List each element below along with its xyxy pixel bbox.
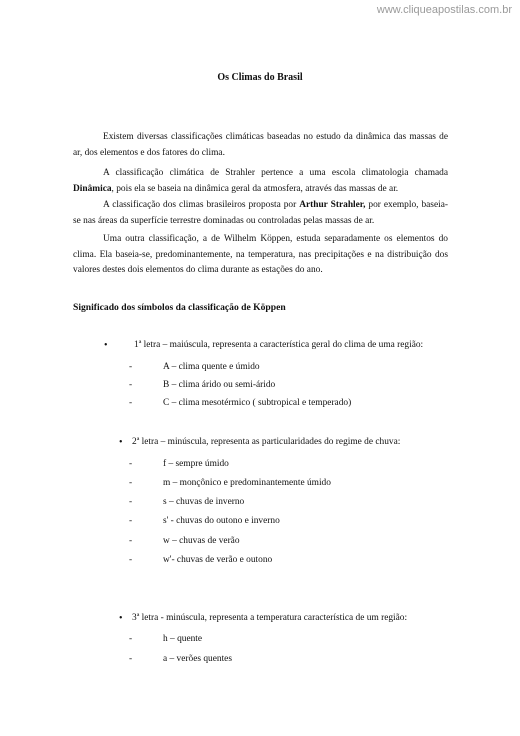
dash-icon: - [129, 497, 133, 507]
list-item-text: m – monçônico e predominantemente úmido [163, 478, 331, 488]
paragraph-3-bold: Arthur Strahler, [299, 200, 366, 210]
dash-icon: - [129, 398, 133, 408]
list-item-text: w – chuvas de verão [163, 536, 240, 546]
dash-icon: - [129, 555, 133, 565]
bullet-icon: • [119, 613, 123, 624]
dash-icon: - [129, 634, 133, 644]
bullet-icon: • [119, 437, 123, 448]
paragraph-4-text: Uma outra classificação, a de Wilhelm Köppen, estuda separadamente os elementos do clima. Ela baseia-se, predominantemente, na temperatura, nas precipitações e na distribuição dos valores destes dois elementos do clima durante as estações do ano. [73, 234, 448, 275]
dash-icon: - [129, 536, 133, 546]
paragraph-4 [73, 232, 448, 279]
list-item-text: s – chuvas de inverno [163, 497, 245, 507]
list-item-text: h – quente [163, 634, 203, 644]
list-item-text: w'- chuvas de verão e outono [163, 555, 273, 565]
paragraph-2 [73, 166, 448, 197]
dash-icon: - [129, 478, 133, 488]
paragraph-1-text: Existem diversas classificações climáticas baseadas no estudo da dinâmica das massas de ar, dos elementos e dos fatores do clima. [73, 132, 448, 158]
dash-icon: - [129, 459, 133, 469]
group-2-heading: 2ª letra – minúscula, representa as particularidades do regime de chuva: [132, 437, 401, 447]
paragraph-3-text-c: por exemplo, baseia-se nas áreas da superfície terrestre dominadas ou controladas pelas massas de ar. [73, 200, 449, 226]
list-item-text: C – clima mesotérmico ( subtropical e temperado) [163, 398, 352, 408]
paragraph-3 [73, 198, 448, 229]
paragraph-1 [73, 130, 448, 161]
watermark: www.cliqueapostilas.com.br [376, 4, 512, 16]
list-item-text: B – clima árido ou semi-árido [163, 380, 276, 390]
page-title: Os Climas do Brasil [217, 72, 303, 83]
dash-icon: - [129, 654, 133, 664]
list-item-text: s' - chuvas do outono e inverno [163, 516, 280, 526]
paragraph-2-text-c: , pois ela se baseia na dinâmica geral da atmosfera, através das massas de ar. [111, 183, 399, 194]
list-item-text: A – clima quente e úmido [163, 362, 260, 372]
dash-icon: - [129, 380, 133, 390]
list-item-text: f – sempre úmido [163, 459, 229, 469]
bullet-icon: • [104, 340, 108, 351]
group-3-heading: 3ª letra - minúscula, representa a temperatura característica de um região: [132, 613, 408, 623]
list-item-text: a – verões quentes [163, 654, 232, 664]
dash-icon: - [129, 362, 133, 372]
dash-icon: - [129, 516, 133, 526]
paragraph-2-text-a: A classificação climática de Strahler pertence a uma escola climatologia chamada [103, 168, 448, 178]
group-1-heading: 1ª letra – maiúscula, representa a característica geral do clima de uma região: [134, 340, 424, 350]
paragraph-2-bold: Dinâmica [73, 183, 112, 194]
section-heading: Significado dos símbolos da classificação de Köppen [73, 302, 286, 313]
paragraph-3-text-a: A classificação dos climas brasileiros proposta por [103, 200, 300, 210]
